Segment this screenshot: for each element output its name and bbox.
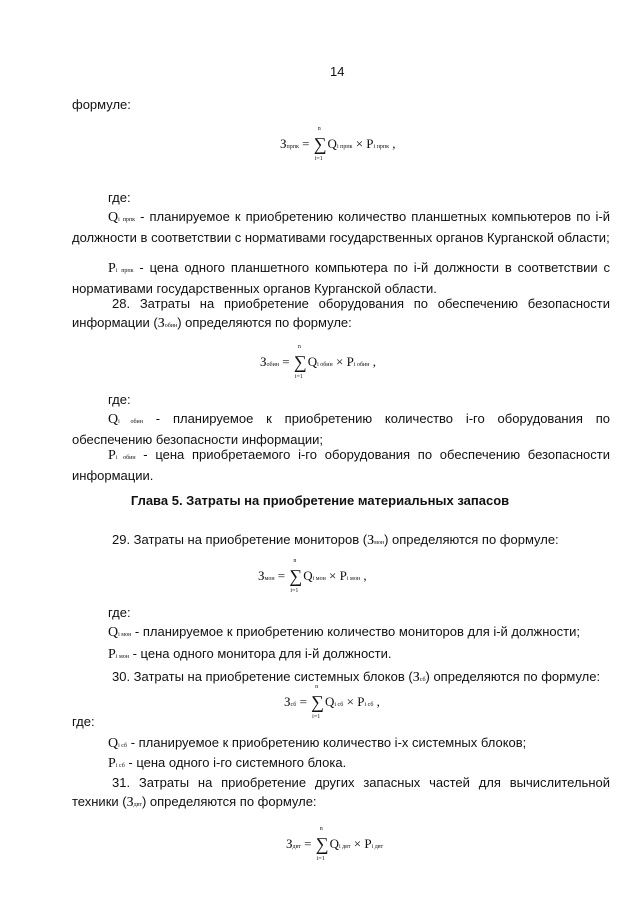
definition-q-monitors: Qi мон - планируемое к приобретению количество мониторов для i-й должности; (108, 624, 580, 640)
sum-symbol: ∑ n i=1 (311, 684, 324, 720)
sum-symbol: ∑ n i=1 (293, 344, 307, 380)
intro-text: формуле: (72, 97, 131, 112)
definition-p-security: Pi обин - цена приобретаемого i-го оборудования по обеспечению безопасности информации. (72, 447, 610, 483)
definition-q-tablets: Qi прпк - планируемое к приобретению количество планшетных компьютеров по i-й должности в соответствии с нормативами государственных органов Курганской области; (72, 209, 610, 245)
where-label: где: (108, 605, 131, 620)
sum-symbol: ∑ n i=1 (289, 558, 303, 594)
formula-monitors: Змон = ∑ n i=1 Qi мон × Pi мон , (258, 558, 367, 594)
definition-p-tablets: Pi прпк - цена одного планшетного компьютера по i-й должности в соответствии с нормативами государственных органов Курганской области. (72, 260, 610, 296)
definition-p-monitors: Pi мон - цена одного монитора для i-й должности. (108, 646, 392, 662)
item-30: 30. Затраты на приобретение системных блоков (Зсб) определяются по формуле: (112, 669, 601, 685)
where-label: где: (108, 392, 131, 407)
sum-symbol: ∑ n i=1 (313, 126, 327, 162)
formula-security: Зобин = ∑ n i=1 Qi обин × Pi обин , (260, 344, 376, 380)
item-29: 29. Затраты на приобретение мониторов (Змон) определяются по формуле: (112, 532, 559, 548)
chapter-5-heading: Глава 5. Затраты на приобретение материальных запасов (130, 493, 510, 508)
page-number: 14 (330, 64, 345, 79)
item-28: 28. Затраты на приобретение оборудования по обеспечению безопасности информации (Зобин) определяются по формуле: (72, 296, 610, 331)
definition-q-system-units: Qi сб - планируемое к приобретению количество i-х системных блоков; (108, 735, 527, 751)
definition-p-system-units: Pi сб - цена одного i-го системного блока. (108, 755, 347, 771)
where-label: где: (108, 190, 131, 205)
where-label: где: (72, 714, 95, 729)
formula-tablets: Зпрпк = ∑ n i=1 Qi прпк × Pi прпк , (280, 126, 396, 162)
item-31: 31. Затраты на приобретение других запасных частей для вычислительной техники (Здвт) определяются по формуле: (72, 775, 610, 810)
sum-symbol: ∑ n i=1 (315, 826, 329, 862)
formula-system-units: Зсб = ∑ n i=1 Qi сб × Pi сб , (284, 684, 380, 720)
definition-q-security: Qi обин - планируемое к приобретению количество i-го оборудования по обеспечению безопасности информации; (72, 411, 610, 447)
formula-spare-parts: Здвт = ∑ n i=1 Qi двт × Pi двт (286, 826, 384, 862)
